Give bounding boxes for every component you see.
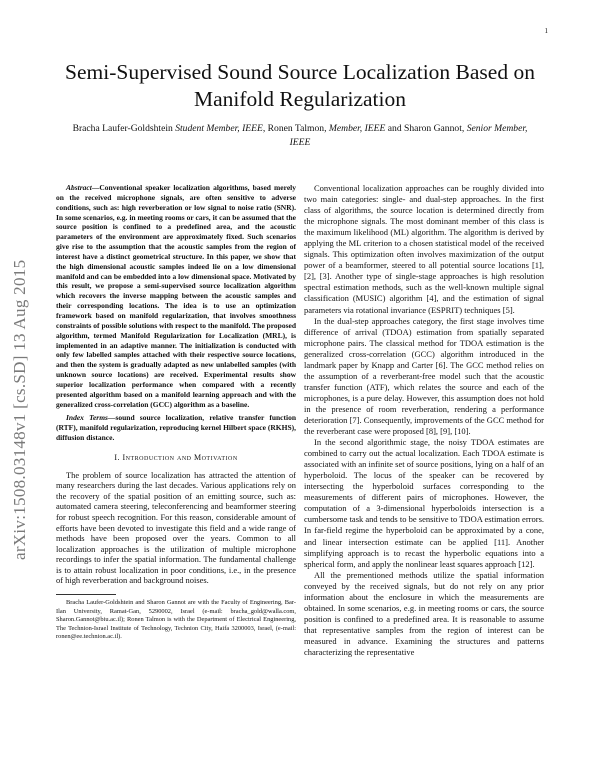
author-role: Student Member, IEEE: [175, 123, 263, 134]
index-terms-lead: Index Terms: [66, 413, 108, 423]
body-paragraph: Conventional localization approaches can be roughly divided into two main categories: single- and dual-step approaches. In the first class of algorithms, the source location is determined directly from the microphone signals. The most dominant member of this class is the maximum likelihood (ML) algorithm. The algorithm is derived by applying the ML criterion to a chosen statistical model of the received signals. This optimization often involves maximization of the output power of a beamformer, steered to all potential source locations [1], [2], [3]. Another type of single-stage approaches is high resolution spectral estimation methods, such as the well-known multiple signal classification (MUSIC) algorithm [4], and the estimation of signal parameters via rotational invariance (ESPRIT) techniques [5].: [304, 183, 544, 315]
author-role: Member, IEEE: [328, 123, 386, 134]
arxiv-identifier: arXiv:1508.03148v1 [cs.SD] 13 Aug 2015: [10, 259, 29, 560]
left-column: [56, 183, 296, 642]
body-paragraph: The problem of source localization has attracted the attention of many researchers during the last decades. Various applications rely on the recovery of the spatial position of an emitting source, such as: automated camera steering, teleconferencing and beamformer steering for robust speech recognition. For this reason, considerable amount of efforts have been devoted to investigate this field and a wide range of methods have been proposed over the years. Common to all localization approaches is the utilization of multiple microphone recordings to infer the spatial information. The fundamental challenge is to attain robust localization in poor conditions, i.e., in the presence of high reverberation and background noises.: [56, 469, 296, 586]
index-terms: [56, 413, 296, 443]
section-heading: I. Introduction and Motivation: [114, 452, 238, 462]
right-column: [304, 183, 544, 658]
abstract-lead: Abstract: [66, 183, 92, 192]
abstract: [56, 183, 296, 409]
paper-title: Semi-Supervised Sound Source Localization Based on Manifold Regularization: [65, 60, 535, 111]
page-number: 1: [544, 27, 548, 35]
footnote-divider: [56, 594, 116, 595]
body-paragraph: In the dual-step approaches category, the first stage involves time difference of arrival (TDOA) estimation from spatially separated microphone pairs. The classical method for TDOA estimation is the generalized cross-correlation (GCC) algorithm introduced in the landmark paper by Knapp and Carter [6]. The GCC method relies on the assumption of a reverberant-free model such that the acoustic transfer function (ATF), which relates the source and each of the microphones, is a pure delay. However, this assumption does not hold in the presence of room reverberation, rendering a performance deterioration [7]. Consequently, improvements of the GCC method for the reverberant case were proposed [8], [9], [10].: [304, 315, 544, 437]
author-list: Bracha Laufer-Goldshtein Student Member, IEEE, Ronen Talmon, Member, IEEE and Sharon Gannot, Senior Member, IEEE: [72, 123, 528, 148]
author-name: and Sharon Gannot,: [387, 123, 465, 134]
body-paragraph: All the prementioned methods utilize the spatial information conveyed by the received signals, but do not rely on any prior information about the enclosure in which the measurements are obtained. In some scenarios, e.g. in meeting rooms or cars, the source position is confined to a predefined area. It is reasonable to assume that representative samples from the region of interest can be measured in advance. Examining the structures and patterns characterizing the representative: [304, 569, 544, 657]
abstract-text: —Conventional speaker localization algorithms, based merely on the received microphone signals, are often sensitive to adverse conditions, such as: high reverberation or low signal to noise ratio (SNR). In some scenarios, e.g. in meeting rooms or cars, it can be assumed that the source position is confined to a predefined area, and the acoustic parameters of the environment are approximately fixed. Such scenarios give rise to the assumption that the acoustic samples from the region of interest have a distinct geometrical structure. In this paper, we show that the high dimensional acoustic samples indeed lie on a low dimensional manifold and can be embedded into a low dimensional space. Motivated by this result, we propose a semi-supervised source localization algorithm which recovers the inverse mapping between the acoustic samples and their corresponding locations. The idea is to use an optimization framework based on manifold regularization, that involves smoothness constraints of possible solutions with respect to the manifold. The proposed algorithm, termed Manifold Regularization for Localization (MRL), is implemented in an adaptive manner. The initialization is conducted with only few labelled samples attached with their respective source locations, and then the system is gradually adapted as new unlabelled samples (with unknown source locations) are received. Experimental results show superior localization performance when compared with a recently presented algorithm based on a manifold learning approach and with the generalized cross-correlation (GCC) algorithm as a baseline.: [56, 183, 296, 409]
footnote: Bracha Laufer-Goldshtein and Sharon Gannot are with the Faculty of Engineering, Bar-Ilan University, Ramat-Gan, 5290002, Israel (e-mail: bracha_gold@walla.com, Sharon.Gannot@biu.ac.il); Ronen Talmon is with the Department of Electrical Engineering, The Technion-Israel Institute of Technology, Technion City, Haifa 3200003, Israel, (e-mail: ronen@ee.technion.ac.il).: [56, 599, 296, 641]
index-terms-text: —sound source localization, relative transfer function (RTF), manifold regularization, reproducing kernel Hilbert space (RKHS), diffusion distance.: [56, 413, 296, 443]
author-role: Senior Member, IEEE: [289, 123, 528, 148]
author-name: Bracha Laufer-Goldshtein: [72, 123, 173, 134]
author-name: Ronen Talmon,: [267, 123, 327, 134]
body-paragraph: In the second algorithmic stage, the noisy TDOA estimates are combined to carry out the actual localization. Each TDOA estimate is associated with an infinite set of source positions, lying on a half of an hyperboloid. The locus of the speaker can be recovered by intersecting the hyperboloid surfaces corresponding to the measurements of different pairs of microphones. However, the computation of a 3-dimensional hyperboloids intersection is a cumbersome task and tends to be sensitive to TDOA estimation errors. In far-field regime the hyperboloid can be approximated by a cone, and linear intersection estimate can be applied [11]. Another simplifying approach is to recast the hyperbolic equations into a spherical form, and apply the nonlinear least squares approach [12].: [304, 437, 544, 569]
